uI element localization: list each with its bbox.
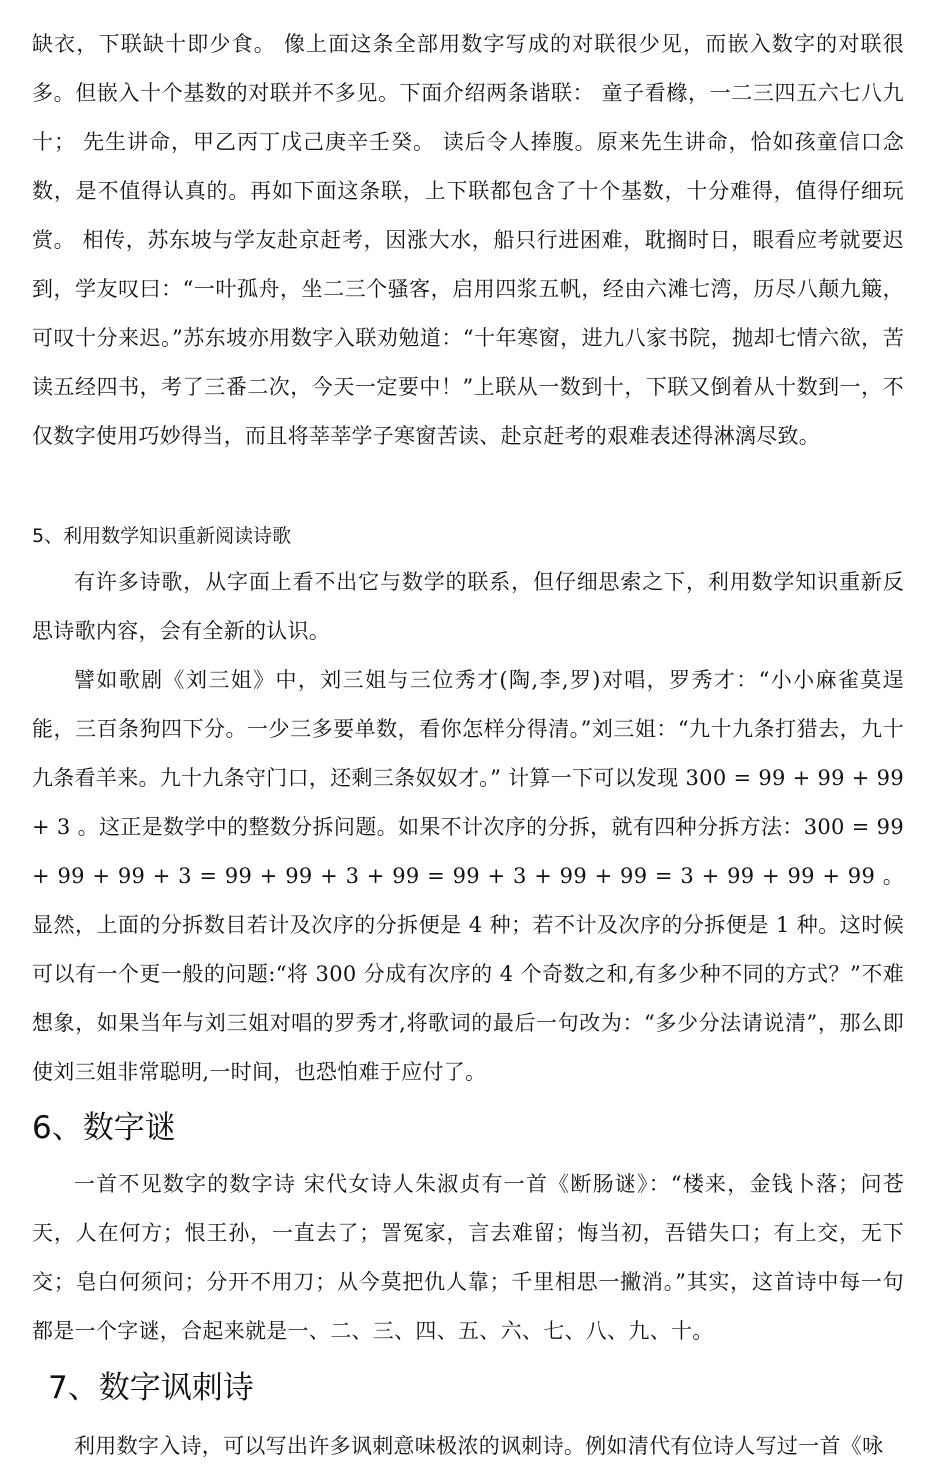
heading-section-6: 6、数字谜 (32, 1110, 176, 1146)
heading-section-5: 5、利用数学知识重新阅读诗歌 (32, 525, 292, 547)
paragraph-couplets: 缺衣，下联缺十即少食。 像上面这条全部用数字写成的对联很少见，而嵌入数字的对联很多。但嵌入十个基数的对联并不多见。下面介绍两条谐联： 童子看橼，一二三四五六七八九十； 先生讲命，甲乙丙丁戊己庚辛壬癸。 读后令人捧腹。原来先生讲命，恰如孩童信口念数，是不值得认真的。再如下面这条联，上下联都包含了十个基数，十分难得，值得仔细玩赏。 相传，苏东坡与学友赴京赶考，因涨大水，船只行进困难，耽搁时日，眼看应考就要迟到，学友叹曰：“一叶孤舟，坐二三个骚客，启用四浆五帆，经由六滩七湾，历尽八颠九簸，可叹十分来迟。”苏东坡亦用数字入联劝勉道：“十年寒窗，进九八家书院，抛却七情六欲，苦读五经四书，考了三番二次，今天一定要中！”上联从一数到十，下联又倒着从十数到一，不仅数字使用巧妙得当，而且将莘莘学子寒窗苦读、赴京赶考的艰难表述得淋漓尽致。 (32, 32, 904, 448)
paragraph-number-riddle: 一首不见数字的数字诗 宋代女诗人朱淑贞有一首《断肠谜》：“楼来，金钱卜落；问苍天，人在何方；恨王孙，一直去了；詈冤家，言去难留；悔当初，吾错失口；有上交，无下交；皂白何须问；分开不用刀；从今莫把仇人靠；千里相思一撇消。”其实，这首诗中每一句都是一个字谜，合起来就是一、二、三、四、五、六、七、八、九、十。 (32, 1172, 904, 1343)
paragraph-liu-sanjie: 譬如歌剧《刘三姐》中，刘三姐与三位秀才(陶,李,罗)对唱，罗秀才：“小小麻雀莫逞能，三百条狗四下分。一少三多要单数，看你怎样分得清。”刘三姐：“九十九条打猎去，九十九条看羊来。九十九条守门口，还剩三条奴奴才。” 计算一下可以发现 300 = 99 + 99 + 99 + 3 。这正是数学中的整数分拆问题。如果不计次序的分拆，就有四种分拆方法：300 = 99 + 99 + 99 + 3 = 99 + 99 + 3 + 99 = 99 + 3 + 99 + 99 = 3 + 99 + 99 + 99 。显然，上面的分拆数目若计及次序的分拆便是 4 种；若不计及次序的分拆便是 1 种。这时候可以有一个更一般的问题:“将 300 分成有次序的 4 个奇数之和,有多少种不同的方式？”不难想象，如果当年与刘三姐对唱的罗秀才,将歌词的最后一句改为：“多少分法请说清”，那么即使刘三姐非常聪明,一时间，也恐怕难于应付了。 (32, 668, 904, 1084)
paragraph-satire-poems: 利用数字入诗，可以写出许多讽刺意味极浓的讽刺诗。例如清代有位诗人写过一首《咏 (74, 1434, 884, 1458)
heading-section-7: 7、数字讽刺诗 (48, 1370, 254, 1406)
paragraph-poetry-intro: 有许多诗歌，从字面上看不出它与数学的联系，但仔细思索之下，利用数学知识重新反思诗歌内容，会有全新的认识。 (32, 570, 904, 643)
